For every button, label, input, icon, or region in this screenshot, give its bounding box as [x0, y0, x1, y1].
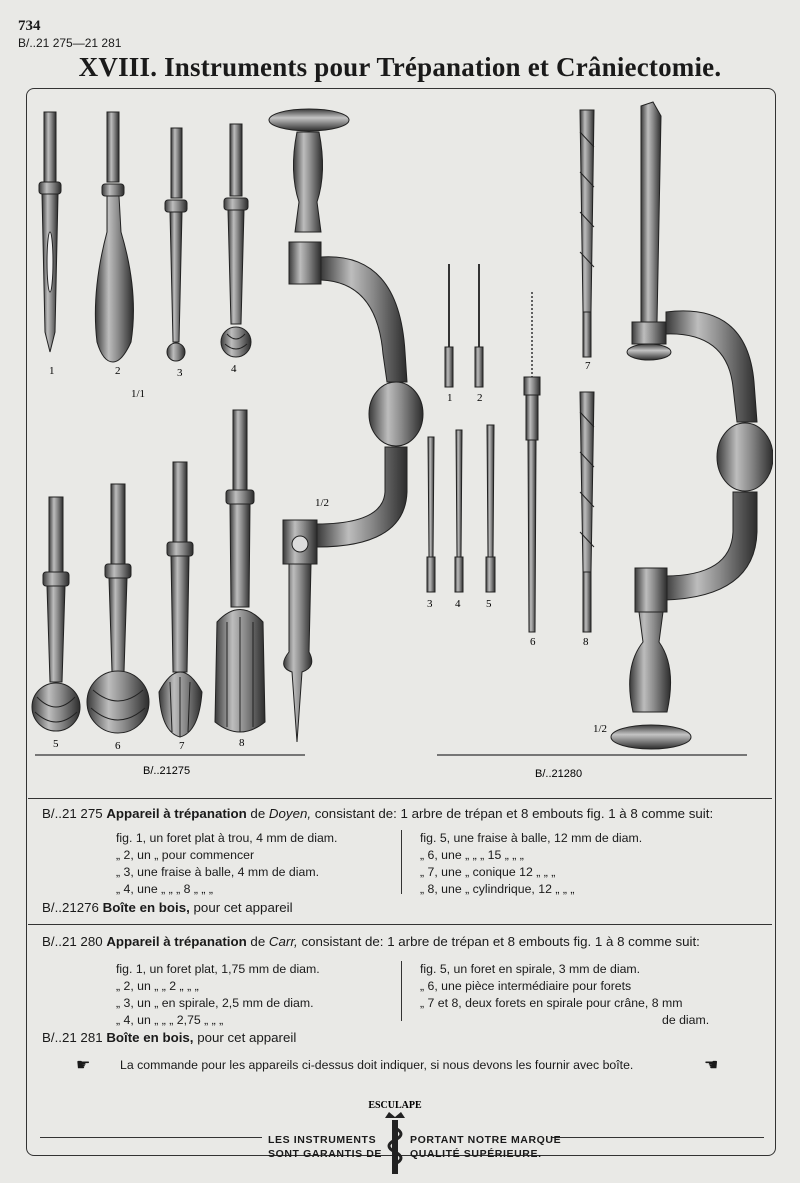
- doyen-right-item: „ 6, une „ „ „ 15 „ „ „: [420, 848, 524, 862]
- doyen-right-item: fig. 5, une fraise à balle, 12 mm de diam.: [420, 831, 643, 845]
- doyen-left-item: „ 3, une fraise à balle, 4 mm de diam.: [116, 865, 319, 879]
- fig-label-doyen-1: 1: [49, 365, 55, 377]
- svg-text:ESCULAPE: ESCULAPE: [368, 1100, 422, 1111]
- order-notice: La commande pour les appareils ci-dessus doit indiquer, si nous devons les fournir avec boîte.: [120, 1058, 634, 1072]
- fig-label-carr-8: 8: [583, 636, 589, 648]
- carr-name: Appareil à trépanation: [106, 934, 247, 949]
- footer-right-line: QUALITÉ SUPÉRIEURE.: [410, 1148, 542, 1160]
- doyen-heading: [42, 806, 713, 821]
- page-number: 734: [18, 18, 41, 34]
- pointing-hand-right-icon: ☛: [76, 1057, 91, 1074]
- instrument-plate: [27, 92, 773, 792]
- doyen-column-divider: [401, 830, 402, 894]
- doyen-brace: [269, 109, 423, 742]
- fig-label-doyen-8: 8: [239, 737, 245, 749]
- carr-right-item: „ 6, une pièce intermédiaire pour forets: [420, 979, 632, 993]
- carr-drill-4: [455, 430, 463, 592]
- carr-left-item: fig. 1, un foret plat, 1,75 mm de diam.: [116, 962, 320, 976]
- carr-brace: [611, 102, 773, 749]
- fig-label-doyen-6: 6: [115, 740, 121, 752]
- carr-left-item: „ 3, un „ en spirale, 2,5 mm de diam.: [116, 996, 314, 1010]
- doyen-list-left: [116, 830, 337, 898]
- doyen-box-line: [42, 900, 293, 915]
- scale-right: 1/2: [593, 723, 608, 735]
- fig-label-carr-1: 1: [447, 392, 453, 404]
- scale-center: 1/2: [315, 497, 330, 509]
- fig-label-carr-7: 7: [585, 360, 591, 372]
- doyen-bit-8: [215, 410, 265, 732]
- footer-left-text: [268, 1133, 383, 1161]
- carr-desc: consistant de: 1 arbre de trépan et 8 embouts fig. 1 à 8 comme suit:: [301, 934, 700, 949]
- doyen-ref: B/..21 275: [42, 806, 103, 821]
- fig-label-doyen-3: 3: [177, 367, 183, 379]
- carr-box-desc: pour cet appareil: [197, 1030, 297, 1045]
- divider-middle: [28, 924, 772, 925]
- doyen-bit-5: [32, 497, 80, 731]
- doyen-bit-3: [165, 128, 187, 361]
- doyen-right-item: „ 7, une „ conique 12 „ „ „: [420, 865, 556, 879]
- doyen-box-ref: B/..21276: [42, 900, 99, 915]
- fig-label-doyen-5: 5: [53, 738, 59, 750]
- doyen-bit-2: [95, 112, 133, 362]
- carr-column-divider: [401, 961, 402, 1021]
- footer-rule-right: [552, 1137, 764, 1138]
- carr-box-line: [42, 1030, 296, 1045]
- carr-ref: B/..21 280: [42, 934, 103, 949]
- doyen-left-item: fig. 1, un foret plat à trou, 4 mm de diam.: [116, 831, 338, 845]
- carr-box-name: Boîte en bois,: [106, 1030, 194, 1045]
- fig-label-carr-5: 5: [486, 598, 492, 610]
- carr-list-right: [420, 961, 709, 1029]
- scale-left: 1/1: [131, 388, 146, 400]
- footer-left-line: SONT GARANTIS DE: [268, 1148, 383, 1160]
- footer-left-line: LES INSTRUMENTS: [268, 1134, 377, 1146]
- footer-right-text: [410, 1133, 561, 1161]
- footer-rule-left: [40, 1137, 262, 1138]
- carr-right-item: „ 7 et 8, deux forets en spirale pour crâne, 8 mm: [420, 996, 683, 1010]
- doyen-right-item: „ 8, une „ cylindrique, 12 „ „ „: [420, 882, 575, 896]
- doyen-name: Appareil à trépanation: [106, 806, 247, 821]
- fig-label-doyen-4: 4: [231, 363, 237, 375]
- fig-label-carr-6: 6: [530, 636, 536, 648]
- page-title: XVIII. Instruments pour Trépanation et Crâniectomie.: [78, 52, 722, 82]
- doyen-author: Doyen,: [268, 806, 312, 821]
- fig-label-carr-2: 2: [477, 392, 483, 404]
- divider-top: [28, 798, 772, 799]
- fig-label-carr-4: 4: [455, 598, 461, 610]
- carr-drill-3: [427, 437, 435, 592]
- fig-label-doyen-7: 7: [179, 740, 185, 752]
- caption-carr: B/..21280: [535, 768, 583, 780]
- doyen-left-item: „ 2, un „ pour commencer: [116, 848, 255, 862]
- doyen-bit-1: [39, 112, 61, 352]
- doyen-bit-4: [221, 124, 251, 357]
- carr-drill-8: [580, 392, 594, 632]
- carr-heading: [42, 934, 700, 949]
- carr-box-ref: B/..21 281: [42, 1030, 103, 1045]
- carr-right-item: fig. 5, un foret en spirale, 3 mm de diam.: [420, 962, 641, 976]
- carr-intermediate-piece: [524, 292, 540, 632]
- carr-list-left: [116, 961, 320, 1029]
- fig-label-doyen-2: 2: [115, 365, 121, 377]
- carr-left-item: „ 4, un „ „ „ 2,75 „ „ „: [116, 1013, 224, 1027]
- doyen-left-item: „ 4, une „ „ „ 8 „ „ „: [116, 882, 214, 896]
- carr-right-item: de diam.: [662, 1013, 710, 1027]
- carr-drill-1: [445, 264, 453, 387]
- caption-doyen: B/..21275: [143, 765, 191, 777]
- carr-de: de: [250, 934, 266, 949]
- doyen-list-right: [420, 830, 642, 898]
- carr-left-item: „ 2, un „ „ 2 „ „ „: [116, 979, 199, 993]
- pointing-hand-left-icon: ☚: [704, 1057, 719, 1074]
- doyen-box-desc: pour cet appareil: [193, 900, 293, 915]
- doyen-bit-7: [159, 462, 202, 737]
- doyen-desc: consistant de: 1 arbre de trépan et 8 embouts fig. 1 à 8 comme suit:: [314, 806, 714, 821]
- catalog-ref-range: B/..21 275—21 281: [18, 36, 122, 50]
- fig-label-carr-3: 3: [427, 598, 433, 610]
- carr-drill-2: [475, 264, 483, 387]
- doyen-box-name: Boîte en bois,: [102, 900, 190, 915]
- doyen-de: de: [250, 806, 266, 821]
- carr-author: Carr,: [268, 934, 298, 949]
- doyen-bit-6: [87, 484, 149, 733]
- footer-right-line: PORTANT NOTRE MARQUE: [410, 1134, 562, 1146]
- carr-drill-7: [580, 110, 594, 357]
- carr-drill-5: [486, 425, 495, 592]
